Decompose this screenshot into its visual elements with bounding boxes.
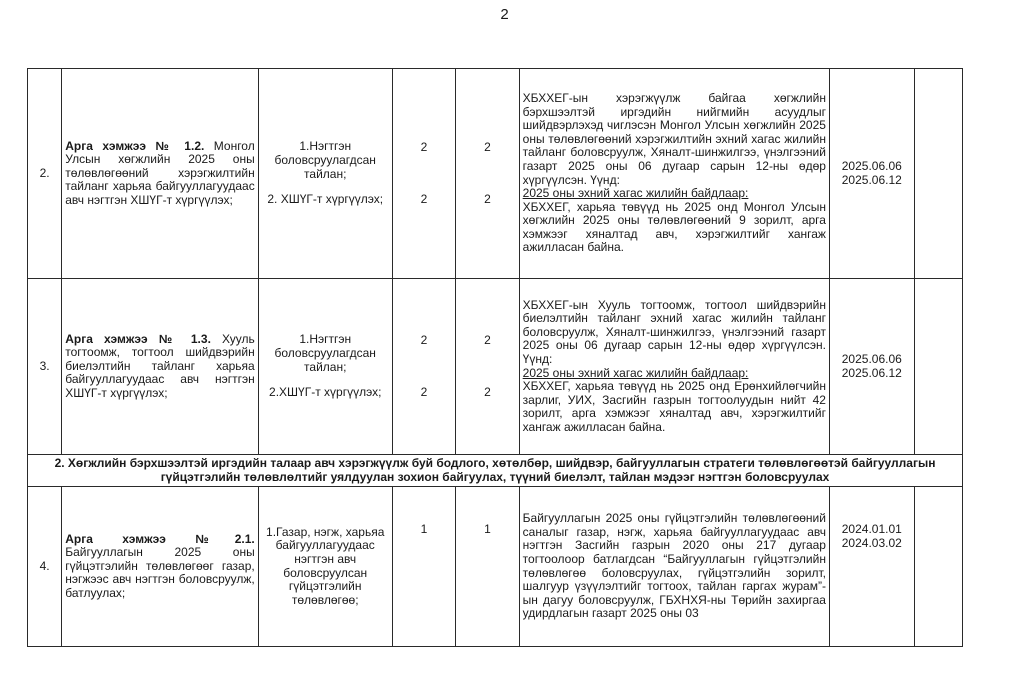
actual-cell: [456, 279, 519, 455]
empty-cell: [914, 487, 962, 647]
output-item: 1.Нэгтгэн боловсруулагдсан тайлан;: [274, 332, 376, 374]
plan-value: 2: [420, 332, 428, 347]
actual-cell: [456, 487, 519, 647]
actual-value: 1: [484, 522, 491, 536]
report-cell: [519, 487, 829, 647]
table-row: [28, 487, 963, 647]
plan-value: 2: [420, 139, 428, 154]
report-cell: [519, 279, 829, 455]
table-row: [28, 279, 963, 455]
report-heading: 2025 оны эхний хагас жилийн байдлаар:: [522, 365, 749, 380]
output-item: 2.ХШҮГ-т хүргүүлэх;: [269, 385, 382, 400]
output-item: 2. ХШҮГ-т хүргүүлэх;: [267, 192, 384, 207]
action-cell: [62, 487, 258, 647]
section-heading: 2. Хөгжлийн бэрхшээлтэй иргэдийн талаар авч хэрэгжүүлж буй бодлого, хөтөлбөр, шийдвэр, байгууллагын стратеги төлөвлөгөөтэй байгууллагын гүйцэтгэлийн төлөвлөлтийг уялдуулан зохион байгуулах, түүний биелэлт, тайлан мэдээг нэгтгэн боловсруулах: [28, 455, 963, 487]
date-start: 2025.06.06: [841, 351, 902, 366]
action-title: Арга хэмжээ № 1.3.: [65, 331, 211, 346]
output-item: 1.Газар, нэгж, харьяа байгууллагуудаас нэгтгэн авч боловсруулсан гүйцэтгэлийн төлөвлөгөө;: [266, 524, 385, 607]
report-text: ХБХХЕГ-ын хэрэгжүүлж байгаа хөгжлийн бэрхшээлтэй иргэдийн нийгмийн асуудлыг шийдвэрлэхэд чиглэсэн Монгол Улсын хөгжлийн 2025 оны төлөвлөгөөний хэрэгжилтийн эхний хагас жилийн тайланг боловсруулж, Хяналт-шинжилгээ, үнэлгээний газарт 2025 оны 06 дугаар сарын 12-ны өдөр хүргүүлсэн. Үүнд:: [522, 90, 826, 187]
section-heading-row: [28, 455, 963, 487]
table-row: [28, 69, 963, 279]
report-heading: 2025 оны эхний хагас жилийн байдлаар:: [522, 186, 749, 201]
report-result: ХБХХЕГ, харьяа төвүүд нь 2025 онд Монгол Улсын хөгжлийн 2025 оны төлөвлөгөөний 9 зорилт, арга хэмжээг хяналтад авч, хэрэгжилтийг хангаж ажилласан байна.: [522, 199, 826, 255]
plan-value: 2: [420, 384, 428, 399]
report-text: ХБХХЕГ-ын Хууль тогтоомж, тогтоол шийдвэрийн биелэлтийн тайланг эхний хагас жилийн тайланг боловсруулж, Хяналт-шинжилгээ, үнэлгээний газарт 2025 оны 06 дугаар сарын 12-ны өдөр хүргүүлсэн. Үүнд:: [522, 297, 826, 366]
date-start: 2025.06.06: [841, 158, 902, 173]
action-text: Хууль тогтоомж, тогтоол шийдвэрийн биелэлтийн тайланг харьяа байгууллагуудаас авч нэгтгэн ХШҮГ-т хүргүүлэх;: [65, 331, 255, 400]
date-end: 2025.06.12: [841, 365, 902, 380]
action-cell: [62, 279, 258, 455]
actual-value: 2: [484, 332, 491, 347]
output-cell: [258, 279, 392, 455]
output-cell: [258, 487, 392, 647]
actual-value: 2: [484, 384, 491, 399]
actual-cell: [456, 69, 519, 279]
empty-cell: [914, 69, 962, 279]
report-cell: [519, 69, 829, 279]
report-text: Байгууллагын 2025 оны гүйцэтгэлийн төлөвлөгөөний саналыг газар, нэгж, харьяа байгууллагуудаас авч нэгтгэн Засгийн газрын 2020 оны 217 дугаар тогтоолоор батлагдсан “Байгууллагын гүйцэтгэлийн төлөвлөгөө боловсруулах, гүйцэтгэлийн зорилт, шалгуур үзүүлэлтийг тогтоох, тайлан гаргах журам”-ын дагуу боловсруулж, ГБХНХЯ-ны Төрийн захиргаа удирдлагын газарт 2025 оны 03: [522, 511, 826, 621]
action-text: Байгууллагын 2025 оны гүйцэтгэлийн төлөвлөгөөг газар, нэгжээс авч нэгтгэн боловсруулж, батлуулах;: [65, 545, 255, 600]
action-title: Арга хэмжээ № 1.2.: [65, 138, 205, 153]
plan-value: 1: [420, 522, 428, 536]
plan-cell: [392, 69, 455, 279]
date-cell: [829, 69, 914, 279]
date-end: 2024.03.02: [841, 535, 902, 550]
plan-cell: [392, 487, 455, 647]
row-number: 3.: [28, 279, 62, 455]
actual-value: 2: [484, 191, 491, 206]
page-number: 2: [500, 6, 509, 23]
row-number: 4.: [28, 487, 62, 647]
output-item: 1.Нэгтгэн боловсруулагдсан тайлан;: [274, 139, 376, 181]
row-number: 2.: [28, 69, 62, 279]
plan-cell: [392, 279, 455, 455]
date-start: 2024.01.01: [841, 522, 902, 536]
date-cell: [829, 279, 914, 455]
actual-value: 2: [484, 139, 491, 154]
plan-value: 2: [420, 191, 428, 206]
action-title: Арга хэмжээ №2.1.: [65, 531, 255, 546]
action-cell: [62, 69, 258, 279]
empty-cell: [914, 279, 962, 455]
date-cell: [829, 487, 914, 647]
plan-report-table: [27, 68, 963, 647]
date-end: 2025.06.12: [841, 172, 902, 187]
action-text: Монгол Улсын хөгжлийн 2025 оны төлөвлөгөөний хэрэгжилтийн тайланг харьяа байгууллагуудаас авч нэгтгэн ХШҮГ-т хүргүүлэх;: [65, 138, 255, 207]
output-cell: [258, 69, 392, 279]
report-result: ХБХХЕГ, харьяа төвүүд нь 2025 онд Ерөнхийлөгчийн зарлиг, УИХ, Засгийн газрын тогтоолуудын нийт 42 зорилт, арга хэмжээг хяналтад авч, хэрэгжилтийг хангаж ажилласан байна.: [522, 379, 826, 434]
